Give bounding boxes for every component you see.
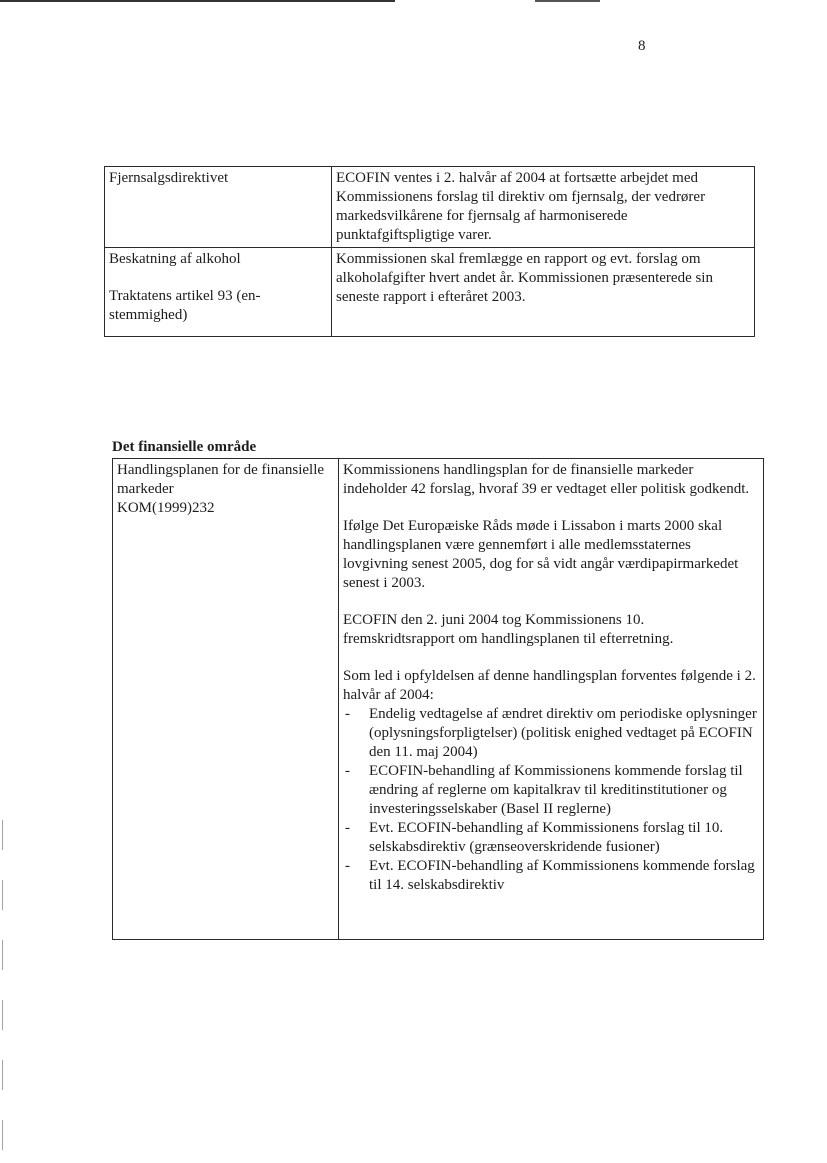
list-item: - Evt. ECOFIN-behandling af Kommissionens kommende forslag til 14. selskabsdirektiv — [343, 857, 758, 895]
table-row — [105, 167, 755, 248]
row-legal-basis: Traktatens artikel 93 (en-stemmighed) — [109, 288, 261, 323]
row-subject-cell — [105, 167, 332, 248]
page-number: 8 — [638, 38, 646, 54]
row-status-cell — [339, 459, 764, 940]
row-reference: KOM(1999)232 — [117, 500, 215, 516]
table-tax-items — [104, 166, 755, 337]
list-item: - Evt. ECOFIN-behandling af Kommissionens forslag til 10. selskabsdirektiv (grænseoverskridende fusioner) — [343, 819, 758, 857]
table-row — [113, 459, 764, 940]
expected-items-list — [343, 705, 758, 895]
table-row — [105, 248, 755, 337]
row-status: Kommissionen skal fremlægge en rapport og evt. forslag om alkoholafgifter hvert andet år. Kommissionen præsenterede sin seneste rapport i efteråret 2003. — [336, 251, 713, 305]
row-subject-cell — [105, 248, 332, 337]
row-subject: Handlingsplanen for de finansielle markeder — [117, 462, 325, 497]
status-paragraph: ECOFIN den 2. juni 2004 tog Kommissionens 10. fremskridtsrapport om handlingsplanen til efterretning. — [343, 612, 674, 647]
status-paragraph: Ifølge Det Europæiske Råds møde i Lissabon i marts 2000 skal handlingsplanen være gennemført i alle medlemsstaternes lovgivning senest 2005, dog for så vidt angår værdipapirmarkedet senest i 2003. — [343, 518, 739, 591]
table-financial-area — [112, 458, 764, 940]
row-subject: Fjernsalgsdirektivet — [109, 170, 229, 186]
status-paragraph: Kommissionens handlingsplan for de finansielle markeder indeholder 42 forslag, hvoraf 39 er vedtaget eller politisk godkendt. — [343, 462, 750, 497]
row-subject: Beskatning af alkohol — [109, 251, 241, 267]
scan-edge-line — [0, 0, 827, 2]
row-status-cell — [332, 167, 755, 248]
section-heading: Det finansielle område — [112, 439, 257, 455]
row-status: ECOFIN ventes i 2. halvår af 2004 at fortsætte arbejdet med Kommissionens forslag til direktiv om fjernsalg, der vedrører markedsvilkårene for fjernsalg af harmoniserede punktafgiftspligtige varer. — [336, 170, 706, 243]
scan-left-edge — [2, 820, 3, 1150]
row-status-cell — [332, 248, 755, 337]
row-subject-cell — [113, 459, 339, 940]
list-item: - ECOFIN-behandling af Kommissionens kommende forslag til ændring af reglerne om kapitalkrav til kreditinstitutioner og investeringsselskaber (Basel II reglerne) — [343, 762, 758, 819]
list-item: - Endelig vedtagelse af ændret direktiv om periodiske oplysninger (oplysningsforpligtelser) (politisk enighed vedtaget på ECOFIN den 11. maj 2004) — [343, 705, 758, 762]
status-paragraph: Som led i opfyldelsen af denne handlingsplan forventes følgende i 2. halvår af 2004: — [343, 668, 756, 703]
